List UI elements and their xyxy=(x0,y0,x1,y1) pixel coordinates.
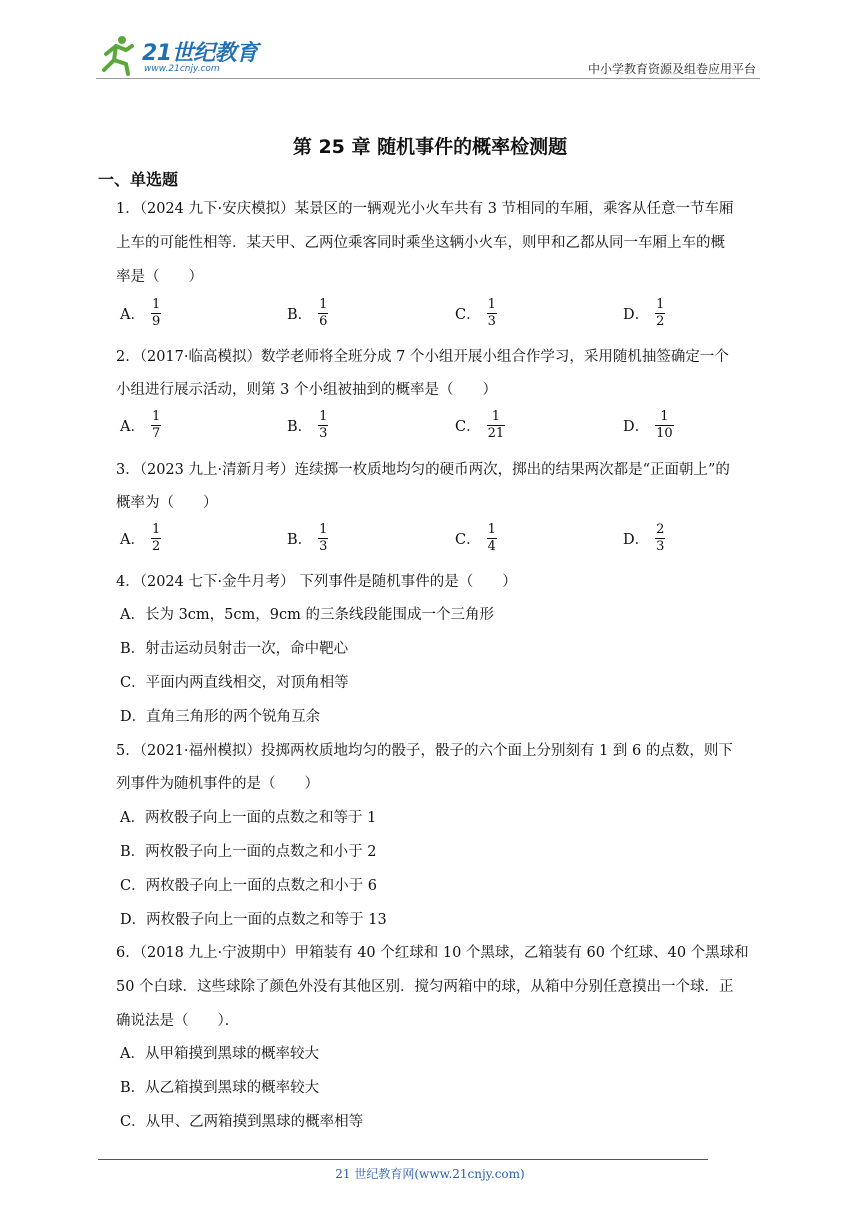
question-2-choice-c xyxy=(455,410,505,441)
question-2-choice-b xyxy=(287,410,328,441)
question-3-line-2: 概率为（ ） xyxy=(116,495,218,511)
choice-label: B． xyxy=(287,419,313,435)
question-2-line-1: 2．（2017·临高模拟）数学老师将全班分成 7 个小组开展小组合作学习，采用随机抽签确定一个 xyxy=(116,349,729,365)
question-3-choice-b xyxy=(287,523,328,554)
fraction xyxy=(487,410,506,441)
runner-logo-icon xyxy=(96,32,140,76)
question-6-option-c: C．从甲、乙两箱摸到黑球的概率相等 xyxy=(120,1114,364,1130)
question-6-line-2: 50 个白球．这些球除了颜色外没有其他区别．搅匀两箱中的球，从箱中分别任意摸出一个球．正 xyxy=(116,979,734,995)
logo-text: 21世纪教育 xyxy=(142,41,258,66)
fraction-denominator: 3 xyxy=(487,314,496,329)
fraction xyxy=(487,523,497,554)
question-6-line-1: 6．（2018 九上·宁波期中）甲箱装有 40 个红球和 10 个黑球，乙箱装有 60 个红球、40 个黑球和 xyxy=(116,945,749,961)
fraction xyxy=(318,523,328,554)
fraction-numerator: 1 xyxy=(319,297,328,312)
fraction xyxy=(655,410,674,441)
fraction-denominator: 2 xyxy=(151,539,161,554)
fraction-denominator: 2 xyxy=(656,314,665,329)
choice-label: C． xyxy=(455,307,481,323)
choice-label: D． xyxy=(623,307,650,323)
question-2-line-2: 小组进行展示活动，则第 3 个小组被抽到的概率是（ ） xyxy=(116,382,497,398)
question-4-line-1: 4．（2024 七下·金牛月考） 下列事件是随机事件的是（ ） xyxy=(116,574,517,590)
question-3-choice-d xyxy=(623,523,665,554)
fraction-denominator: 21 xyxy=(487,426,505,441)
fraction-denominator: 10 xyxy=(656,426,673,441)
fraction-numerator: 1 xyxy=(151,522,161,537)
question-1-choice-b xyxy=(287,298,328,329)
fraction xyxy=(655,523,665,554)
choice-label: B． xyxy=(287,307,313,323)
fraction-numerator: 1 xyxy=(660,409,669,424)
site-logo xyxy=(96,32,266,76)
question-4-option-d: D．直角三角形的两个锐角互余 xyxy=(120,709,321,725)
logo-url: www.21cnjy.com xyxy=(144,64,220,74)
question-3-choice-a xyxy=(120,523,161,554)
question-5-option-d: D．两枚骰子向上一面的点数之和等于 13 xyxy=(120,912,387,928)
fraction xyxy=(655,298,665,329)
fraction-numerator: 1 xyxy=(151,297,161,312)
question-2-choice-d xyxy=(623,410,674,441)
fraction-numerator: 1 xyxy=(319,409,328,424)
fraction xyxy=(318,410,328,441)
fraction-denominator: 3 xyxy=(319,426,328,441)
question-3-line-1: 3．（2023 九上·清新月考）连续掷一枚质地均匀的硬币两次，掷出的结果两次都是“正面朝上”的 xyxy=(116,462,730,478)
choice-label: C． xyxy=(455,532,481,548)
footer-divider xyxy=(98,1159,708,1160)
question-5-option-c: C．两枚骰子向上一面的点数之和小于 6 xyxy=(120,878,377,894)
choice-label: D． xyxy=(623,532,650,548)
fraction xyxy=(151,410,161,441)
fraction xyxy=(151,298,161,329)
question-5-option-a: A．两枚骰子向上一面的点数之和等于 1 xyxy=(120,810,377,826)
question-1-choice-d xyxy=(623,298,665,329)
question-4-option-a: A．长为 3cm，5cm，9cm 的三条线段能围成一个三角形 xyxy=(120,607,494,623)
choice-label: A． xyxy=(120,307,145,323)
question-1-choice-c xyxy=(455,298,497,329)
section-heading: 一、单选题 xyxy=(98,170,179,189)
fraction xyxy=(151,523,161,554)
fraction xyxy=(487,298,497,329)
page-title: 第 25 章 随机事件的概率检测题 xyxy=(292,136,568,158)
fraction-numerator: 1 xyxy=(487,522,496,537)
fraction-numerator: 2 xyxy=(656,522,665,537)
fraction-denominator: 6 xyxy=(319,314,328,329)
fraction-numerator: 1 xyxy=(319,522,328,537)
question-1-choice-a xyxy=(120,298,161,329)
page-footer[interactable]: 21 世纪教育网(www.21cnjy.com) xyxy=(335,1167,525,1181)
fraction-numerator: 1 xyxy=(151,409,161,424)
question-6-option-b: B．从乙箱摸到黑球的概率较大 xyxy=(120,1080,320,1096)
choice-label: D． xyxy=(623,419,650,435)
question-1-line-2: 上车的可能性相等．某天甲、乙两位乘客同时乘坐这辆小火车，则甲和乙都从同一车厢上车的概 xyxy=(116,235,725,251)
page-header xyxy=(96,28,756,80)
choice-label: B． xyxy=(287,532,313,548)
choice-label: A． xyxy=(120,532,145,548)
question-4-option-c: C．平面内两直线相交，对顶角相等 xyxy=(120,675,349,691)
question-1-line-1: 1．（2024 九下·安庆模拟）某景区的一辆观光小火车共有 3 节相同的车厢，乘客从任意一节车厢 xyxy=(116,201,734,217)
question-4-option-b: B．射击运动员射击一次，命中靶心 xyxy=(120,641,349,657)
fraction-denominator: 7 xyxy=(151,426,161,441)
platform-name: 中小学教育资源及组卷应用平台 xyxy=(587,62,756,76)
question-5-line-1: 5．（2021·福州模拟）投掷两枚质地均匀的骰子，骰子的六个面上分别刻有 1 到 6 的点数，则下 xyxy=(116,743,733,759)
question-5-line-2: 列事件为随机事件的是（ ） xyxy=(116,776,319,792)
header-divider xyxy=(96,78,760,79)
choice-label: A． xyxy=(120,419,145,435)
question-1-line-3: 率是（ ） xyxy=(116,269,203,285)
fraction xyxy=(318,298,328,329)
fraction-denominator: 3 xyxy=(319,539,328,554)
question-6-line-3: 确说法是（ ）． xyxy=(116,1013,240,1029)
fraction-denominator: 9 xyxy=(151,314,161,329)
fraction-numerator: 1 xyxy=(487,297,496,312)
question-2-choice-a xyxy=(120,410,161,441)
question-6-option-a: A．从甲箱摸到黑球的概率较大 xyxy=(120,1046,319,1062)
question-3-choice-c xyxy=(455,523,497,554)
fraction-denominator: 4 xyxy=(487,539,496,554)
question-5-option-b: B．两枚骰子向上一面的点数之和小于 2 xyxy=(120,844,377,860)
choice-label: C． xyxy=(455,419,481,435)
fraction-numerator: 1 xyxy=(656,297,665,312)
fraction-denominator: 3 xyxy=(656,539,665,554)
fraction-numerator: 1 xyxy=(491,409,501,424)
